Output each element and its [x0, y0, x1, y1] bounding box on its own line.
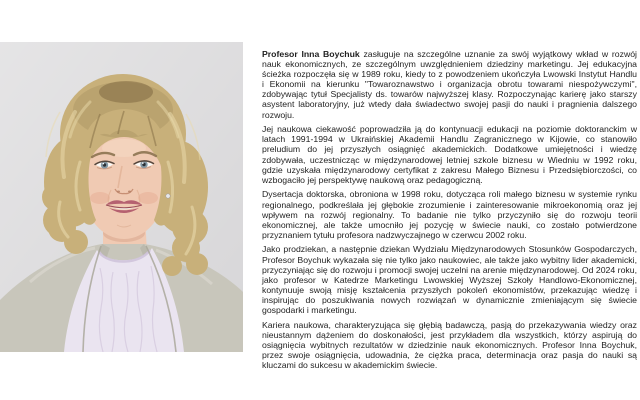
portrait-photo-illustration — [0, 42, 243, 352]
person-name: Profesor Inna Boychuk — [262, 49, 360, 59]
biography-text — [262, 49, 637, 375]
face — [83, 137, 165, 239]
eye-left — [95, 161, 114, 169]
earring — [166, 194, 170, 198]
blush-left — [90, 192, 110, 204]
portrait-photo — [0, 42, 243, 352]
blush-right — [138, 192, 158, 204]
bio-paragraph-3: Dysertacja doktorska, obroniona w 1998 roku, dotycząca roli małego biznesu w systemie rynku regionalnego, podkreślała jej głębokie zrozumienie i zainteresowanie mikroekonomią oraz jej wpływem na rozwój regionalny. To badanie nie tylko przyczyniło się do rozwoju teorii ekonomicznej, ale także umocniło jej pozycję w świecie nauki, co zostało potwierdzone przyznaniem tytułu profesora nadzwyczajnego w czerwcu 2002 roku. — [262, 189, 637, 240]
bio-paragraph-5: Kariera naukowa, charakteryzująca się głębią badawczą, pasją do przekazywania wiedzy oraz nieustannym dążeniem do doskonałości, jest przykładem dla wszystkich, którzy aspirują do osiągnięcia wybitnych rezultatów w dziedzinie nauk ekonomicznych. Profesor Inna Boychuk, przez swoje osiągnięcia, udowadnia, że ciężka praca, determinacja oraz pasja do nauki są kluczami do sukcesu w akademickim świecie. — [262, 319, 637, 371]
bio-paragraph-2: Jej naukowa ciekawość poprowadziła ją do kontynuacji edukacji na poziomie doktoranckim w latach 1991-1994 w Ukraińskiej Akademii Handlu Zagranicznego w Kijowie, co stanowiło preludium do jej przyszłych osiągnięć akademickich. Dodatkowe umiejętności i wiedzę zdobywała, uczestnicząc w międzynarodowej letniej szkole biznesu w Wiedniu w 1992 roku, gdzie uzyskała międzynarodowy certyfikat z zakresu Małego Biznesu i Przedsiębiorczości, co wzbogaciło jej perspektywę naukową oraz pedagogiczną. — [262, 124, 637, 185]
bio-paragraph-4: Jako prodziekan, a następnie dziekan Wydziału Międzynarodowych Stosunków Gospodarczych, Profesor Boychuk wykazała się nie tylko jako naukowiec, ale także jako wybitny lider akademicki, przyczyniając się do rozwoju i promocji swojej uczelni na arenie międzynarodowej. Od 2024 roku, jako profesor w Katedrze Marketingu Lwowskiej Wyższej Szkoły Handlowo-Ekonomicznej, kontynuuje swoją misję kształcenia przyszłych pokoleń ekonomistów, przekazując wiedzę i inspirując do poszukiwania nowych rozwiązań w dynamicznie zmieniającym się świecie gospodarki i marketingu. — [262, 244, 637, 316]
eye-right — [134, 161, 154, 169]
crown-roots — [99, 81, 153, 103]
bio-paragraph-1 — [262, 49, 637, 120]
bio-paragraph-1-text: zasługuje na szczególne uznanie za swój wyjątkowy wkład w rozwój nauk ekonomicznych, ze szczególnym uwzględnieniem dziedziny marketingu. Jej edukacyjna ścieżka rozpoczęła się w 1989 roku, kiedy to z powodzeniem ukończyła Lwowski Instytut Handlu i Ekonomii na kierunku "Towaroznawstwo i organizacja obrotu towarami niespożywczymi", zdobywając tytuł Specjalisty ds. towarów najwyższej klasy. Rozpoczynając karierę jako starszy asystent laboratoryjny, już wtedy dała świadectwo swojej pasji do nauki i pragnienia dalszego rozwoju. — [262, 49, 637, 120]
